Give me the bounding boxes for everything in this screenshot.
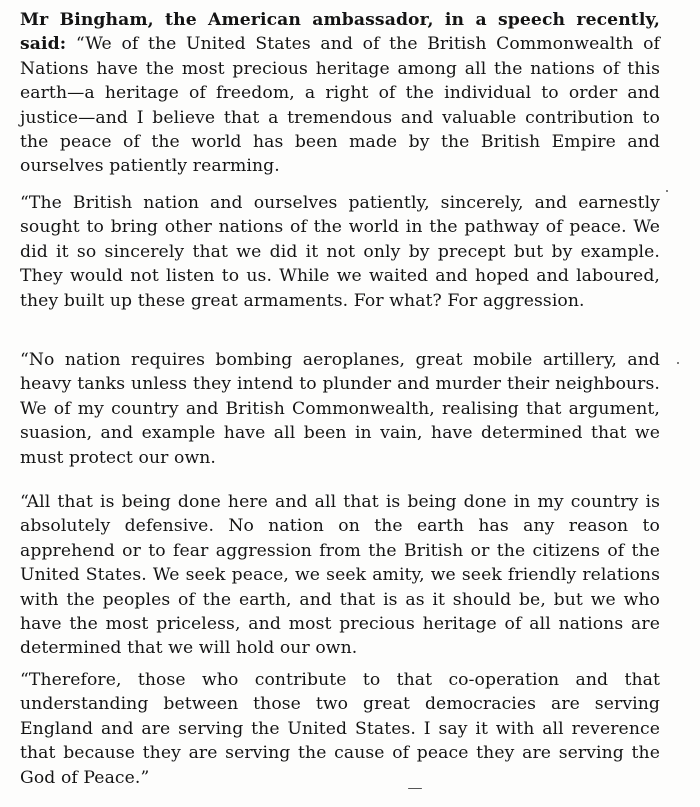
paragraph-3-text: “No nation requires bombing aeroplanes, great mobile artillery, and heavy tanks unless they intend to plunder and murder their neighbours. We of my country and British Commonwealth, realising that argument, suasion, and example have all been in vain, have determined that we must protect our own. [20,350,660,468]
paragraph-1-text: “We of the United States and of the British Commonwealth of Nations have the most precious heritage among all the nations of this earth—a heritage of freedom, a right of the individual to order and justice—and I believe that a tremendous and valuable contribution to the peace of the world has been made by the British Empire and ourselves patiently rearming. [20,34,660,177]
print-speck [408,788,422,789]
paragraph-3 [20,348,660,470]
paragraph-1 [20,8,660,179]
paragraph-4-text: “All that is being done here and all that is being done in my country is absolutely defensive. No nation on the earth has any reason to apprehend or to fear aggression from the British or the citizens of the United States. We seek peace, we seek amity, we seek friendly relations with the peoples of the earth, and that is as it should be, but we who have the most priceless, and most precious heritage of all nations are determined that we will hold our own. [20,492,660,659]
print-speck [666,190,668,192]
paragraph-2-text: “The British nation and ourselves patiently, sincerely, and earnestly sought to bring other nations of the world in the pathway of peace. We did it so sincerely that we did it not only by precept but by example. They would not listen to us. While we waited and hoped and laboured, they built up these great armaments. For what? For aggression. [20,193,660,311]
paragraph-1-lead: Mr Bingham, the American ambassador, in a speech recently, said: [20,10,660,55]
paragraph-5 [20,668,660,790]
print-speck [677,362,679,364]
paragraph-2 [20,191,660,313]
paragraph-4 [20,490,660,661]
paragraph-5-text: “Therefore, those who contribute to that co-operation and that understanding between those two great democracies are serving England and are serving the United States. I say it with all reverence that because they are serving the cause of peace they are serving the God of Peace.” [20,670,660,788]
